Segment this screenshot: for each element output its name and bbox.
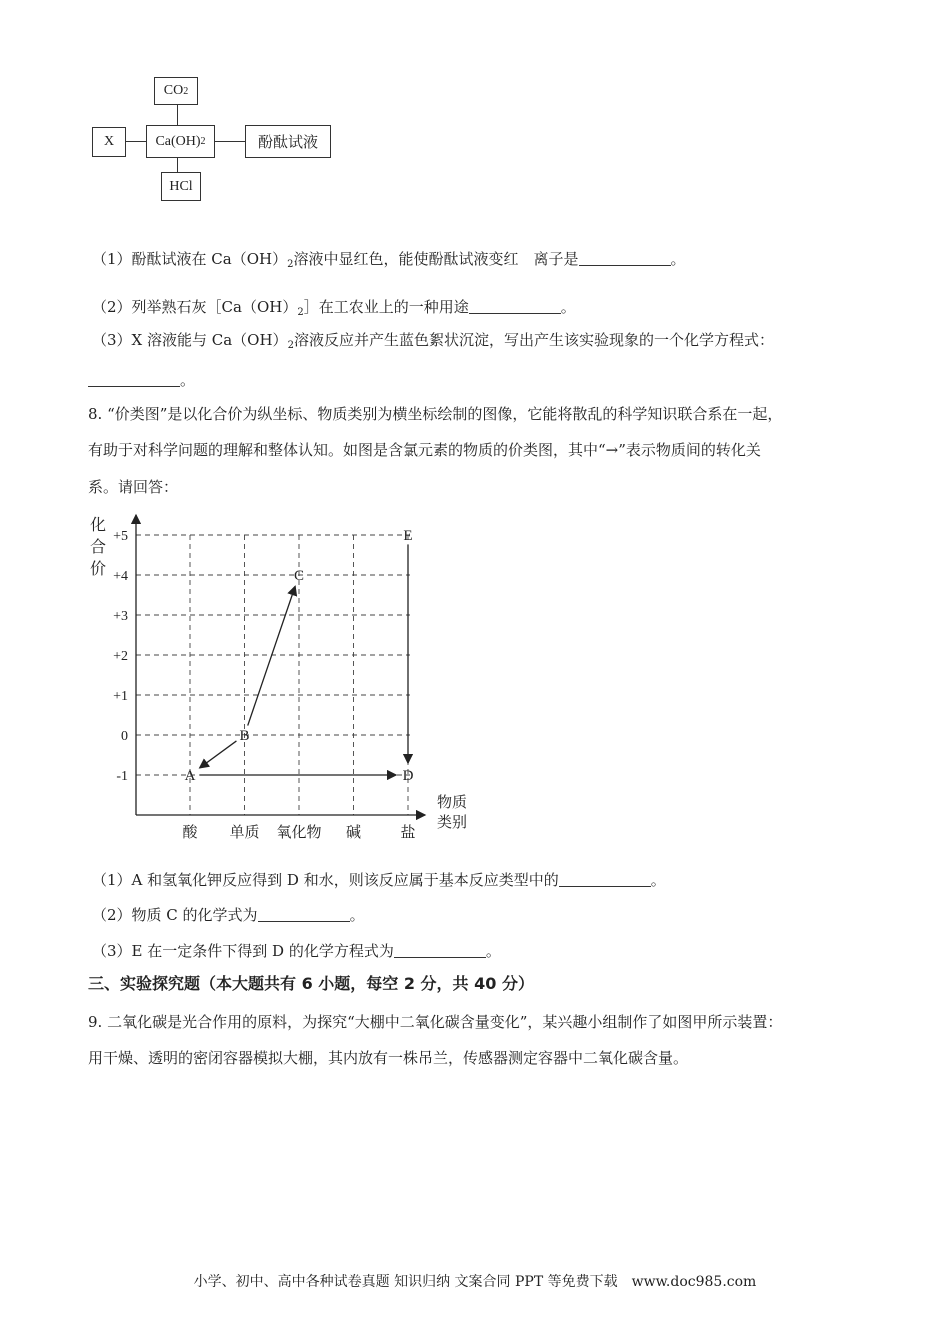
- q9-line1: 9. 二氧化碳是光合作用的原料，为探究“大棚中二氧化碳含量变化”，某兴趣小组制作了如图甲所示装置：: [88, 1013, 783, 1031]
- y-tick-label: 0: [121, 729, 128, 744]
- y-axis-char: 价: [89, 559, 107, 578]
- q7-part2: （2）列举熟石灰$[Ca(OH)_2]$在工农业上的一种用途 。: [92, 298, 576, 318]
- q8-part1: （1）A 和氢氧化钾反应得到 D 和水，则该反应属于基本反应类型中的 。: [92, 871, 666, 889]
- x-tick-label: 酸: [182, 823, 198, 841]
- q8-intro-line1: 8. “价类图”是以化合价为纵坐标、物质类别为横坐标绘制的图像，它能将散乱的科学知识联合系在一起，: [88, 405, 783, 423]
- page-footer: 小学、初中、高中各种试卷真题 知识归纳 文案合同 PPT 等免费下载 www.doc985.com: [193, 1274, 757, 1290]
- q9-line2: 用干燥、透明的密闭容器模拟大棚，其内放有一株吊兰，传感器测定容器中二氧化碳含量。: [88, 1049, 689, 1067]
- y-tick-label: +2: [113, 649, 128, 664]
- point-label: C: [293, 568, 305, 584]
- x-tick-label: 单质: [229, 823, 260, 841]
- answer-blank[interactable]: [579, 253, 671, 266]
- y-axis-char: 合: [89, 537, 107, 556]
- q8-intro-line3: 系。请回答：: [88, 478, 179, 496]
- q7-part1: （1）酚酞试液在 $Ca(OH)_2$溶液中显红色，能使酚酞试液变红 离子是 。: [92, 250, 686, 270]
- y-tick-label: +1: [113, 689, 128, 704]
- x-tick-label: 盐: [400, 823, 416, 841]
- tick-labels: [113, 529, 415, 841]
- hcl-box: HCl: [161, 172, 201, 201]
- answer-blank[interactable]: [88, 374, 180, 387]
- q8-part2: （2）物质 C 的化学式为 。: [92, 906, 365, 924]
- x-tick-label: 氧化物: [276, 823, 322, 841]
- x-axis-label-row: 物质: [436, 793, 468, 811]
- chart-grid: [136, 535, 410, 815]
- q7-part3-answer: 。: [88, 370, 195, 390]
- x-axis-label: [437, 793, 467, 831]
- point-label: E: [403, 528, 413, 544]
- caoh2-box: Ca(OH) 2: [146, 125, 215, 158]
- answer-blank[interactable]: [469, 301, 561, 314]
- co2-box: CO 2: [154, 77, 198, 105]
- y-axis-label: [90, 515, 106, 578]
- section-heading: 三、实验探究题（本大题共有 6 小题，每空 2 分，共 40 分）: [88, 974, 534, 993]
- chart-axes: [136, 515, 425, 815]
- answer-blank[interactable]: [394, 945, 486, 958]
- point-label: B: [239, 728, 250, 744]
- y-tick-label: +5: [113, 529, 128, 544]
- y-tick-label: -1: [116, 769, 128, 784]
- transition-arrow: [248, 586, 295, 725]
- x-box: X: [92, 127, 126, 157]
- q8-part3: （3）E 在一定条件下得到 D 的化学方程式为 。: [92, 942, 501, 960]
- y-axis-char: 化: [89, 515, 107, 534]
- answer-blank[interactable]: [559, 874, 651, 887]
- q7-part3: （3）X 溶液能与 $Ca(OH)_2$溶液反应并产生蓝色絮状沉淀，写出产生该实验现象的一个化学方程式：: [92, 331, 774, 351]
- y-tick-label: +3: [113, 609, 128, 624]
- q8-intro-line2: 有助于对科学问题的理解和整体认知。如图是含氯元素的物质的价类图，其中“→”表示物质间的转化关: [88, 441, 761, 459]
- x-axis-label-row: 类别: [436, 813, 468, 831]
- answer-blank[interactable]: [258, 909, 350, 922]
- y-tick-label: +4: [113, 569, 128, 584]
- point-label: A: [184, 768, 196, 784]
- point-label: D: [402, 768, 414, 784]
- transition-arrow: [200, 741, 237, 768]
- valence-chart: [80, 505, 500, 850]
- x-tick-label: 碱: [345, 823, 362, 841]
- phenolphthalein-box: 酚酞试液: [245, 125, 331, 158]
